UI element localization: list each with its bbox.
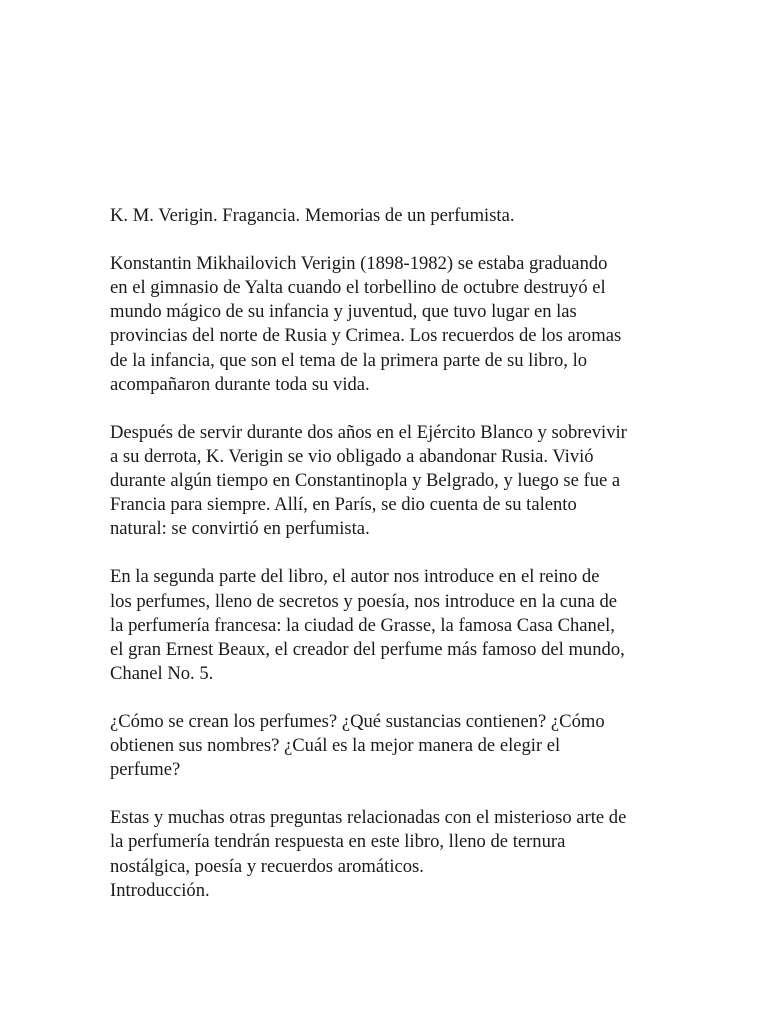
title-line: K. M. Verigin. Fragancia. Memorias de un perfumista.: [110, 205, 515, 226]
text-line: Chanel No. 5.: [110, 662, 214, 684]
text-line: la perfumería tendrán respuesta en este libro, lleno de ternura: [110, 831, 566, 853]
text-line: Konstantin Mikhailovich Verigin (1898-1982) se estaba graduando: [110, 253, 608, 275]
document-title: [110, 204, 670, 228]
text-line: perfume?: [110, 759, 181, 781]
text-line: En la segunda parte del libro, el autor nos introduce en el reino de: [110, 566, 600, 588]
text-line: Francia para siempre. Allí, en París, se dio cuenta de su talento: [110, 494, 577, 516]
text-line: los perfumes, lleno de secretos y poesía, nos introduce en la cuna de: [110, 590, 618, 612]
text-line: a su derrota, K. Verigin se vio obligado a abandonar Rusia. Vivió: [110, 445, 594, 467]
text-line: de la infancia, que son el tema de la primera parte de su libro, lo: [110, 349, 588, 371]
text-line: natural: se convirtió en perfumista.: [110, 518, 370, 540]
paragraph-closing: [110, 806, 670, 902]
text-line: provincias del norte de Rusia y Crimea. Los recuerdos de los aromas: [110, 325, 622, 347]
text-line: ¿Cómo se crean los perfumes? ¿Qué sustancias contienen? ¿Cómo: [110, 710, 605, 732]
document-page: [110, 204, 670, 903]
paragraph-second-part: [110, 565, 670, 685]
text-line: obtienen sus nombres? ¿Cuál es la mejor manera de elegir el: [110, 735, 561, 757]
paragraph-questions: [110, 710, 670, 782]
paragraph-gap: [110, 782, 670, 806]
paragraph-gap: [110, 228, 670, 252]
paragraph-gap: [110, 686, 670, 710]
paragraph-gap: [110, 397, 670, 421]
text-line: en el gimnasio de Yalta cuando el torbellino de octubre destruyó el: [110, 277, 606, 299]
text-line: Después de servir durante dos años en el Ejército Blanco y sobrevivir: [110, 421, 627, 443]
section-heading-introduccion: Introducción.: [110, 879, 210, 901]
text-line: Estas y muchas otras preguntas relacionadas con el misterioso arte de: [110, 807, 627, 829]
text-line: la perfumería francesa: la ciudad de Grasse, la famosa Casa Chanel,: [110, 614, 615, 636]
text-line: el gran Ernest Beaux, el creador del perfume más famoso del mundo,: [110, 638, 625, 660]
paragraph-gap: [110, 541, 670, 565]
paragraph-biography: [110, 252, 670, 397]
text-line: nostálgica, poesía y recuerdos aromáticos.: [110, 855, 424, 877]
text-line: durante algún tiempo en Constantinopla y Belgrado, y luego se fue a: [110, 470, 621, 492]
text-line: acompañaron durante toda su vida.: [110, 373, 370, 395]
paragraph-emigration: [110, 421, 670, 541]
text-line: mundo mágico de su infancia y juventud, que tuvo lugar en las: [110, 301, 577, 323]
